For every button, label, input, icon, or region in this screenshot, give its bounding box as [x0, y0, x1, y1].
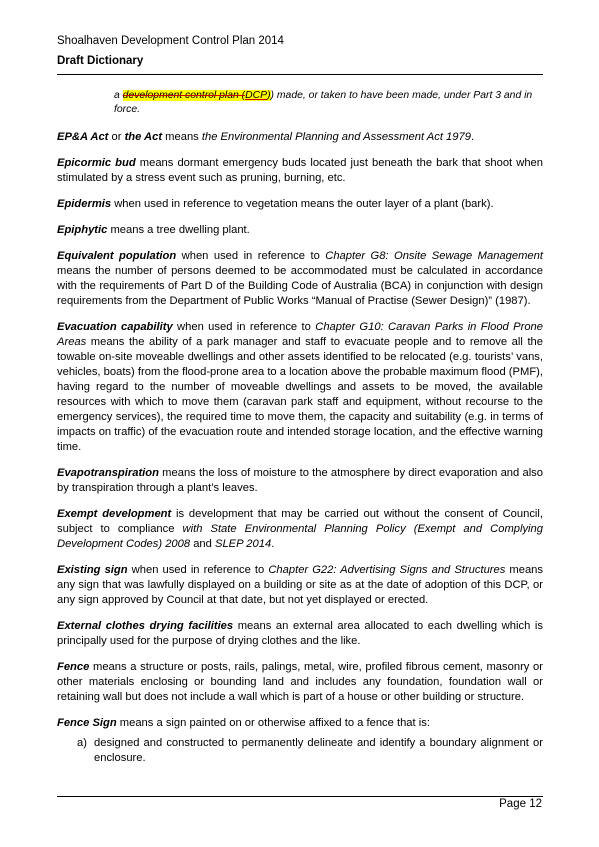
document-title: Shoalhaven Development Control Plan 2014: [57, 35, 284, 47]
entry-fence-sign: Fence Sign means a sign painted on or otherwise affixed to a fence that is:: [57, 717, 430, 729]
entry-external-clothes-drying: External clothes drying facilities means an external area allocated to each dwelling which is principally used for the purpose of drying clothes and the like.: [57, 620, 543, 647]
inserted-text: DCP: [245, 90, 268, 101]
entry-existing-sign: Existing sign when used in reference to Chapter G22: Advertising Signs and Structures means any sign that was lawfully displayed on a building or site as at the date of adoption of this DCP, or any sign approved by Council at that date, but not yet displayed or erected.: [57, 564, 543, 606]
header-rule: [57, 74, 543, 75]
list-item-text: designed and constructed to permanently delineate and identify a boundary alignment or enclosure.: [94, 737, 543, 764]
continuation-text: a development control plan (DCP)) made, or taken to have been made, under Part 3 and in force.: [114, 90, 533, 115]
entry-exempt-development: Exempt development is development that may be carried out without the consent of Council, subject to compliance with State Environmental Planning Policy (Exempt and Complying Development Codes) 2008 and SLEP 2014.: [57, 508, 544, 550]
footer-rule: [57, 796, 543, 797]
list-item: [77, 736, 543, 766]
entry-equivalent-population: Equivalent population when used in reference to Chapter G8: Onsite Sewage Management means the number of persons deemed to be accommodated must be calculated in accordance with the requirements of Part D of the Building Code of Australia (BCA) in conjunction with design requirements from the Department of Public Works “Manual of Practise (Sewer Design)” (1987).: [57, 250, 543, 307]
list-marker: a): [77, 737, 87, 749]
entry-fence: Fence means a structure or posts, rails, palings, metal, wire, profiled fibrous cement, masonry or other materials enclosing or bounding land and includes any foundation, foundation wall or retaining wall but does not include a wall which is part of a house or other building or structure.: [57, 661, 543, 703]
document-body: [57, 89, 543, 766]
page-number: Page 12: [499, 798, 542, 810]
entry-evapotranspiration: Evapotranspiration means the loss of moisture to the atmosphere by direct evaporation and also by transpiration through a plant’s leaves.: [57, 467, 543, 494]
entry-epidermis: Epidermis when used in reference to vegetation means the outer layer of a plant (bark).: [57, 198, 494, 210]
deleted-text: development control plan (: [122, 90, 246, 101]
entry-epicormic-bud: Epicormic bud means dormant emergency buds located just beneath the bark that shoot when stimulated by a stress event such as pruning, burning, etc.: [57, 157, 543, 184]
entry-evacuation-capability: Evacuation capability when used in reference to Chapter G10: Caravan Parks in Flood Prone Areas means the ability of a park manager and staff to evacuate people and to remove all the towable on-site moveable dwellings and other assets identified to be relocated (e.g. tourists’ vans, vehicles, boats) from the flood-prone area to a location above the probable maximum flood (PMF), having regard to the number of moveable dwellings and assets to be moved, the available resources with which to move them (caravan park staff and equipment, without recourse to the emergency services), the required time to move them, the capacity and suitability (e.g. in terms of impacts on traffic) of the evacuation route and intended storage location, and the effective warning time.: [57, 321, 543, 453]
entry-epa-act: EP&A Act or the Act means the Environmental Planning and Assessment Act 1979.: [57, 131, 475, 143]
entry-epiphytic: Epiphytic means a tree dwelling plant.: [57, 224, 250, 236]
section-title: Draft Dictionary: [57, 55, 144, 67]
